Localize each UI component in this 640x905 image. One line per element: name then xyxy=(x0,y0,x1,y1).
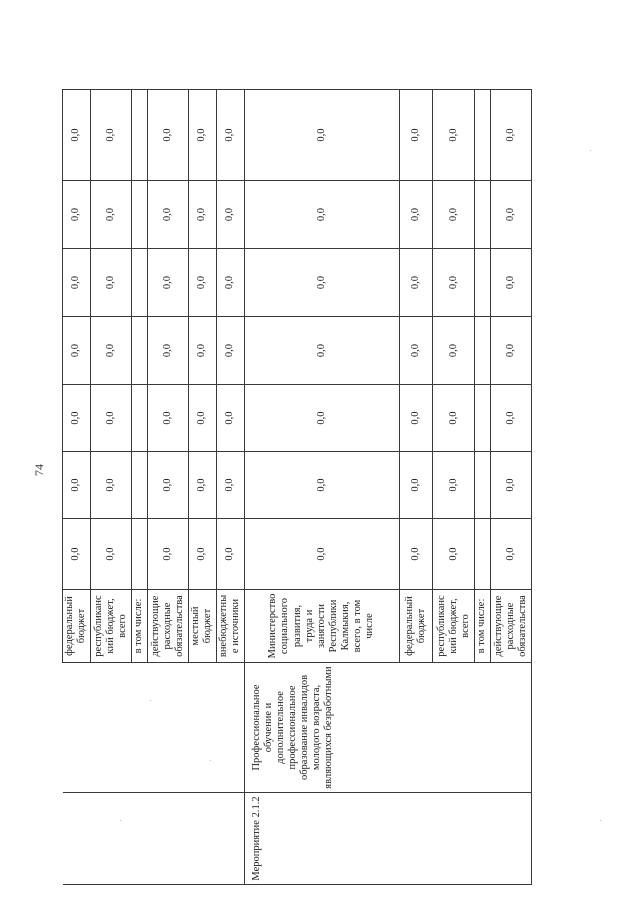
value-cell xyxy=(90,452,131,519)
funding-source-cell xyxy=(63,590,91,663)
value-cell xyxy=(132,181,148,249)
event-name-cell-empty xyxy=(63,663,245,793)
value-cell xyxy=(132,317,148,385)
value: 0,0 xyxy=(504,128,516,142)
budget-table xyxy=(62,89,532,885)
value-cell xyxy=(188,90,216,181)
value: 0,0 xyxy=(104,128,116,142)
value-cell xyxy=(216,317,244,385)
value-cell xyxy=(216,181,244,249)
value: 0,0 xyxy=(447,411,459,425)
value-cell xyxy=(132,249,148,317)
funding-source-cell xyxy=(490,590,531,663)
value: 0,0 xyxy=(315,478,327,492)
value: 0,0 xyxy=(161,478,173,492)
value: 0,0 xyxy=(196,275,208,290)
funding-source: действующие расходные обязательства xyxy=(492,595,528,657)
table-body xyxy=(63,90,532,885)
value: 0,0 xyxy=(504,207,516,222)
value: 0,0 xyxy=(104,275,116,290)
value-cell xyxy=(490,90,531,181)
value: 0,0 xyxy=(315,275,327,290)
funding-source-cell xyxy=(433,590,475,663)
value-cell xyxy=(90,249,131,317)
event-code-cell xyxy=(244,793,531,885)
value-cell xyxy=(63,181,91,249)
funding-source-cell xyxy=(399,590,432,663)
value: 0,0 xyxy=(161,207,173,222)
value-cell xyxy=(433,249,475,317)
value-cell xyxy=(244,452,399,519)
value: 0,0 xyxy=(196,207,208,222)
value-cell xyxy=(490,317,531,385)
value-cell xyxy=(475,181,491,249)
value: 0,0 xyxy=(409,343,421,358)
value-cell xyxy=(147,249,188,317)
value: 0,0 xyxy=(196,478,208,492)
value: 0,0 xyxy=(447,275,459,290)
value-cell xyxy=(490,452,531,519)
value: 0,0 xyxy=(315,411,327,425)
value-cell xyxy=(399,452,432,519)
value-cell xyxy=(132,452,148,519)
value-cell xyxy=(475,317,491,385)
value: 0,0 xyxy=(161,128,173,142)
value: 0,0 xyxy=(224,128,236,142)
value-cell xyxy=(147,90,188,181)
funding-source-cell xyxy=(188,590,216,663)
value: 0,0 xyxy=(70,478,82,492)
event-name-cell xyxy=(244,663,531,793)
value-cell xyxy=(490,181,531,249)
event-code-cell-empty xyxy=(63,793,245,885)
value: 0,0 xyxy=(409,411,421,425)
value-cell xyxy=(147,519,188,590)
value-cell xyxy=(188,519,216,590)
funding-source-cell xyxy=(90,590,131,663)
value-cell xyxy=(475,385,491,452)
value: 0,0 xyxy=(161,411,173,425)
value-cell xyxy=(475,249,491,317)
value: 0,0 xyxy=(315,128,327,142)
value: 0,0 xyxy=(224,547,236,561)
value-cell xyxy=(63,90,91,181)
value-cell xyxy=(147,385,188,452)
value: 0,0 xyxy=(409,207,421,222)
page-number: 74 xyxy=(32,464,46,476)
value-cell xyxy=(188,181,216,249)
value: 0,0 xyxy=(196,547,208,561)
value-cell xyxy=(188,452,216,519)
funding-source: федеральный бюджет xyxy=(64,596,88,656)
value-cell xyxy=(63,249,91,317)
value-cell xyxy=(63,317,91,385)
value-cell xyxy=(433,519,475,590)
value-cell xyxy=(399,317,432,385)
value: 0,0 xyxy=(447,128,459,142)
value-cell xyxy=(399,90,432,181)
value-cell xyxy=(90,181,131,249)
value: 0,0 xyxy=(315,343,327,358)
value: 0,0 xyxy=(104,411,116,425)
value-cell xyxy=(490,385,531,452)
value-cell xyxy=(244,181,399,249)
value: 0,0 xyxy=(196,343,208,358)
value: 0,0 xyxy=(70,128,82,142)
value-cell xyxy=(216,90,244,181)
value-cell xyxy=(132,385,148,452)
value-cell xyxy=(433,181,475,249)
value-cell xyxy=(244,519,399,590)
value-cell xyxy=(216,249,244,317)
value-cell xyxy=(188,385,216,452)
event-name: Профессиональное обучение и дополнительное профессиональное образование инвалидов молодого возраста, являющихся безработными xyxy=(250,666,334,789)
value-cell xyxy=(188,249,216,317)
value-cell xyxy=(399,519,432,590)
value-cell xyxy=(475,519,491,590)
funding-source: республиканский бюджет, всего xyxy=(92,595,128,657)
value: 0,0 xyxy=(447,547,459,561)
value-cell xyxy=(216,452,244,519)
funding-source-cell xyxy=(216,590,244,663)
value: 0,0 xyxy=(409,275,421,290)
value: 0,0 xyxy=(224,275,236,290)
value: 0,0 xyxy=(70,207,82,222)
funding-source: местный бюджет xyxy=(190,606,214,646)
value: 0,0 xyxy=(104,547,116,561)
funding-source-cell xyxy=(147,590,188,663)
funding-source: федеральный бюджет xyxy=(403,596,427,656)
value-cell xyxy=(475,452,491,519)
value-cell xyxy=(188,317,216,385)
budget-table-rotated xyxy=(62,90,532,885)
value-cell xyxy=(63,452,91,519)
value: 0,0 xyxy=(504,478,516,492)
value: 0,0 xyxy=(70,275,82,290)
value-cell xyxy=(90,519,131,590)
value-cell xyxy=(244,385,399,452)
value-cell xyxy=(216,385,244,452)
value: 0,0 xyxy=(504,411,516,425)
funding-source: в том числе: xyxy=(133,598,145,654)
value-cell xyxy=(433,452,475,519)
value: 0,0 xyxy=(504,275,516,290)
value: 0,0 xyxy=(104,207,116,222)
value: 0,0 xyxy=(447,478,459,492)
value-cell xyxy=(132,90,148,181)
value: 0,0 xyxy=(104,343,116,358)
value: 0,0 xyxy=(447,343,459,358)
value: 0,0 xyxy=(196,411,208,425)
value-cell xyxy=(433,90,475,181)
value-cell xyxy=(399,181,432,249)
value: 0,0 xyxy=(224,411,236,425)
value-cell xyxy=(147,317,188,385)
value-cell xyxy=(433,385,475,452)
value: 0,0 xyxy=(409,478,421,492)
funding-source: действующие расходные обязательства xyxy=(149,595,185,657)
value: 0,0 xyxy=(70,343,82,358)
value: 0,0 xyxy=(196,128,208,142)
value: 0,0 xyxy=(104,478,116,492)
value-cell xyxy=(244,90,399,181)
value: 0,0 xyxy=(70,411,82,425)
value-cell xyxy=(433,317,475,385)
value-cell xyxy=(132,519,148,590)
value-cell xyxy=(490,249,531,317)
funding-source-cell xyxy=(475,590,491,663)
value-cell xyxy=(147,452,188,519)
value-cell xyxy=(490,519,531,590)
value: 0,0 xyxy=(315,207,327,222)
value: 0,0 xyxy=(504,343,516,358)
value-cell xyxy=(90,90,131,181)
value: 0,0 xyxy=(504,547,516,561)
value: 0,0 xyxy=(409,547,421,561)
value-cell xyxy=(90,385,131,452)
value: 0,0 xyxy=(224,478,236,492)
value: 0,0 xyxy=(161,547,173,561)
value-cell xyxy=(244,317,399,385)
value-cell xyxy=(63,519,91,590)
value: 0,0 xyxy=(447,207,459,222)
value-cell xyxy=(475,90,491,181)
funding-source-cell xyxy=(244,590,399,663)
value: 0,0 xyxy=(161,275,173,290)
value: 0,0 xyxy=(70,547,82,561)
value: 0,0 xyxy=(224,207,236,222)
value-cell xyxy=(244,249,399,317)
value: 0,0 xyxy=(409,128,421,142)
value: 0,0 xyxy=(224,343,236,358)
funding-source: внебюджетные источники xyxy=(218,594,242,658)
funding-source: Министерство социального развития, труда и занятости Республики Калмыкия, всего, в том числе xyxy=(267,593,375,659)
value-cell xyxy=(399,249,432,317)
table-row xyxy=(244,90,399,885)
value: 0,0 xyxy=(161,343,173,358)
value-cell xyxy=(90,317,131,385)
table-row xyxy=(63,90,91,885)
value-cell xyxy=(216,519,244,590)
funding-source-cell xyxy=(132,590,148,663)
event-code: Мероприятие 2.1.2 xyxy=(250,796,262,881)
value-cell xyxy=(147,181,188,249)
value-cell xyxy=(63,385,91,452)
value: 0,0 xyxy=(315,547,327,561)
funding-source: в том числе: xyxy=(476,598,488,654)
value-cell xyxy=(399,385,432,452)
funding-source: республиканский бюджет, всего xyxy=(435,595,471,657)
